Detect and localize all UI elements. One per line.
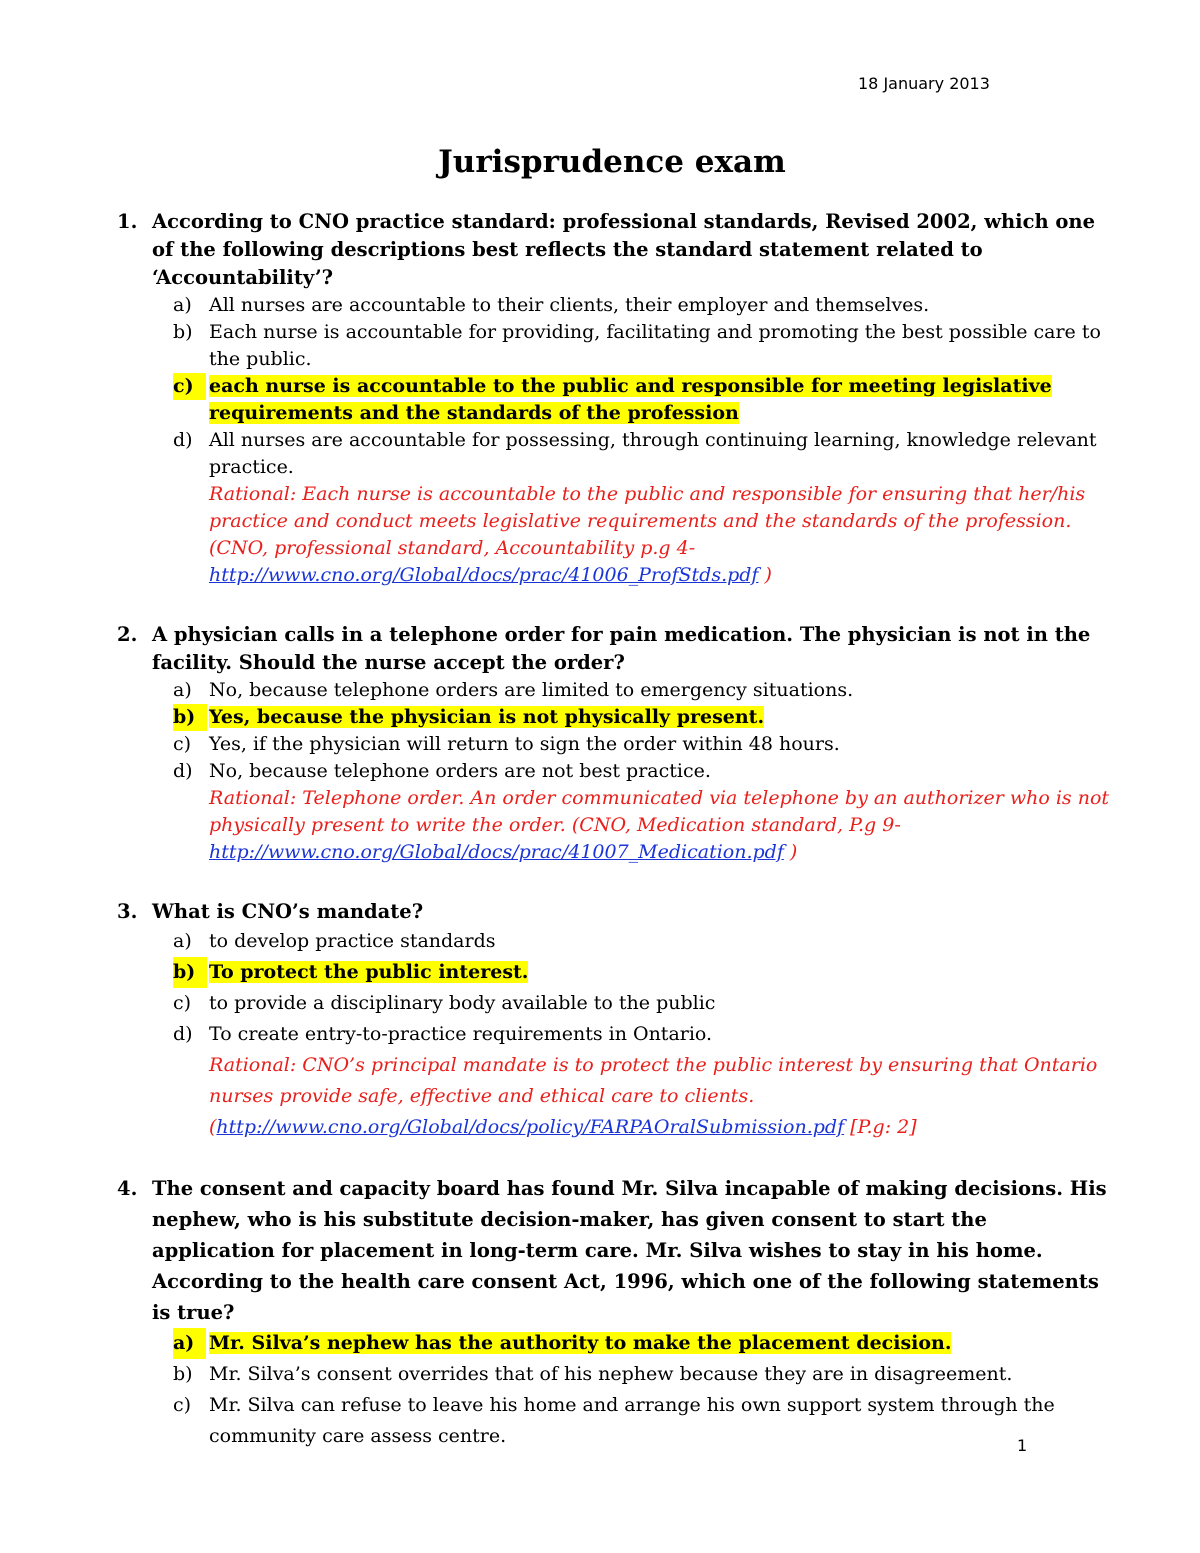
header-date: 18 January 2013 xyxy=(858,74,990,93)
option-a xyxy=(117,677,1112,704)
option-text: To protect the public interest. xyxy=(209,961,529,983)
question-3 xyxy=(117,898,1112,1143)
question-text: What is CNO’s mandate? xyxy=(152,900,424,923)
option-d xyxy=(117,1019,1112,1050)
option-label: c) xyxy=(173,1394,192,1416)
option-label: b) xyxy=(173,704,207,731)
option-b xyxy=(117,1359,1112,1390)
rationale xyxy=(117,785,1112,866)
option-text: Yes, because the physician is not physically present. xyxy=(209,706,765,728)
question-list xyxy=(117,208,1112,1452)
option-list xyxy=(117,292,1112,481)
option-c xyxy=(117,731,1112,758)
reference-link[interactable]: http://www.cno.org/Global/docs/policy/FARPAOralSubmission.pdf xyxy=(216,1116,845,1138)
question-number: 3. xyxy=(117,900,138,923)
rationale xyxy=(117,1050,1112,1143)
option-label: b) xyxy=(173,957,207,988)
option-a xyxy=(117,926,1112,957)
option-text: All nurses are accountable to their clients, their employer and themselves. xyxy=(209,294,930,316)
question-stem xyxy=(117,1173,1112,1328)
rationale xyxy=(117,481,1112,589)
option-label: a) xyxy=(173,930,192,952)
question-1 xyxy=(117,208,1112,589)
option-text: All nurses are accountable for possessing, through continuing learning, knowledge relevant practice. xyxy=(209,429,1097,478)
option-label: a) xyxy=(173,294,192,316)
rationale-text: Rational: CNO’s principal mandate is to protect the public interest by ensuring that Ontario nurses provide safe, effective and ethical care to clients. xyxy=(209,1054,1098,1107)
option-c xyxy=(117,988,1112,1019)
option-text: To create entry-to-practice requirements in Ontario. xyxy=(209,1023,713,1045)
rationale-text: Rational: Each nurse is accountable to the public and responsible for ensuring that her/his practice and conduct meets legislative requirements and the standards of the profession. (CNO, professional standard, Accountability p.g 4- xyxy=(209,483,1086,559)
question-number: 2. xyxy=(117,623,138,646)
option-d xyxy=(117,427,1112,481)
rationale-close: ) xyxy=(758,564,772,586)
option-c xyxy=(117,1390,1112,1452)
option-b xyxy=(117,319,1112,373)
option-c-correct xyxy=(117,373,1112,427)
option-text: to provide a disciplinary body available to the public xyxy=(209,992,716,1014)
question-text: The consent and capacity board has found Mr. Silva incapable of making decisions. His nephew, who is his substitute decision-maker, has given consent to start the application for placement in long-term care. Mr. Silva wishes to stay in his home. According to the health care consent Act, 1996, which one of the following statements is true? xyxy=(152,1177,1107,1324)
option-list xyxy=(117,677,1112,785)
page-number: 1 xyxy=(1017,1436,1028,1455)
option-text: Mr. Silva’s consent overrides that of his nephew because they are in disagreement. xyxy=(209,1363,1013,1385)
option-list xyxy=(117,1328,1112,1452)
rationale-text: Rational: Telephone order. An order communicated via telephone by an authorizer who is not physically present to write the order. (CNO, Medication standard, P.g 9- xyxy=(209,787,1110,836)
option-label: c) xyxy=(173,733,192,755)
option-label: a) xyxy=(173,679,192,701)
question-stem xyxy=(117,898,1112,926)
option-a xyxy=(117,292,1112,319)
option-b-correct xyxy=(117,704,1112,731)
option-text: to develop practice standards xyxy=(209,930,496,952)
option-label: b) xyxy=(173,1363,193,1385)
reference-link[interactable]: http://www.cno.org/Global/docs/prac/41006_ProfStds.pdf xyxy=(209,564,759,586)
option-text: Yes, if the physician will return to sign the order within 48 hours. xyxy=(209,733,840,755)
reference-link[interactable]: http://www.cno.org/Global/docs/prac/41007_Medication.pdf xyxy=(209,841,784,863)
option-label: c) xyxy=(173,373,206,400)
option-label: d) xyxy=(173,1023,193,1045)
page-title: Jurisprudence exam xyxy=(438,144,786,180)
option-a-correct xyxy=(117,1328,1112,1359)
option-text: each nurse is accountable to the public and responsible for meeting legislative requirements and the standards of the profession xyxy=(209,375,1052,424)
question-number: 4. xyxy=(117,1177,138,1200)
option-label: b) xyxy=(173,321,193,343)
question-text: According to CNO practice standard: professional standards, Revised 2002, which one of the following descriptions best reflects the standard statement related to ‘Accountability’? xyxy=(152,210,1096,289)
option-list xyxy=(117,926,1112,1050)
option-label: a) xyxy=(173,1328,206,1359)
option-text: No, because telephone orders are not best practice. xyxy=(209,760,711,782)
question-number: 1. xyxy=(117,210,138,233)
question-text: A physician calls in a telephone order for pain medication. The physician is not in the facility. Should the nurse accept the order? xyxy=(152,623,1091,674)
option-label: d) xyxy=(173,760,193,782)
option-d xyxy=(117,758,1112,785)
rationale-close: [P.g: 2] xyxy=(844,1116,917,1138)
option-label: c) xyxy=(173,992,192,1014)
question-stem xyxy=(117,621,1112,677)
link-prefix: ( xyxy=(209,1116,217,1138)
question-2 xyxy=(117,621,1112,866)
option-text: No, because telephone orders are limited to emergency situations. xyxy=(209,679,854,701)
option-text: Mr. Silva’s nephew has the authority to make the placement decision. xyxy=(209,1332,952,1354)
option-label: d) xyxy=(173,429,193,451)
option-text: Mr. Silva can refuse to leave his home and arrange his own support system through the community care assess centre. xyxy=(209,1394,1055,1447)
option-text: Each nurse is accountable for providing, facilitating and promoting the best possible care to the public. xyxy=(209,321,1101,370)
question-4 xyxy=(117,1173,1112,1452)
rationale-close: ) xyxy=(783,841,798,863)
option-b-correct xyxy=(117,957,1112,988)
question-stem xyxy=(117,208,1112,292)
